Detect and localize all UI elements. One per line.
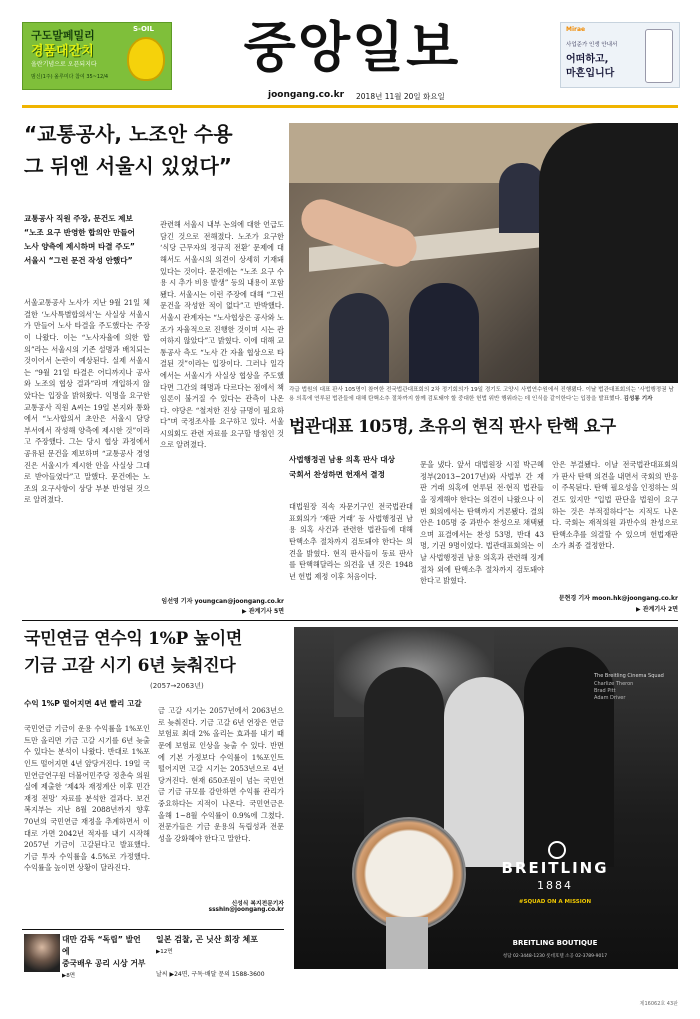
teaser1[interactable]: [62, 934, 148, 982]
ad-breitling-brand: BREITLING: [501, 859, 609, 877]
story2-deck: [289, 452, 417, 482]
photo-person: [329, 293, 389, 383]
story1-headline-line1: “교통공사, 노조안 수용: [24, 122, 233, 146]
arrow-right-icon: ▶: [636, 606, 641, 613]
story3-body-col2: 금 고갈 시기는 2057년에서 2063년으로 늦춰진다. 기금 고갈 6년 연장은 연금보험료 최대 2% 올리는 효과를 내기 때문에 보험료 인상을 늦출 수 있다. 반면에 기본 가정보다 수익률이 1%포인트 떨어지면 고갈 시기는 2053년으로 4년 당겨진다. 현재 650조원이 넘는 국민연금 기금 규모를 감안하면 수익률 관리가 중요하다는 지적이 나온다. 국민연금은 올해 1~8월 수익률이 0.9%에 그쳤다. 전문가들은 기금 운용의 독립성과 전문성을 강화해야 한다고 말한다.: [158, 706, 284, 843]
ad-breitling-boutique: BREITLING BOUTIQUE: [512, 939, 598, 947]
story2-body-col1: 대법원장 직속 자문기구인 전국법관대표회의가 ‘재판 거래’ 등 사법행정권 남용 의혹 사건과 관련한 법관들에 대해 탄핵소추 절차까지 검토돼야 한다는 의견을 밝혔다. 현직 판사들이 동료 판사를 탄핵해달라는 의견을 낸 것은 1948년 헌법 제정 이후 처음이다.: [289, 502, 413, 581]
ad-soil-line1: 구도말페밀리: [31, 29, 95, 42]
story2-related[interactable]: [552, 604, 678, 613]
ad-squad-name: Brad Pitt: [594, 688, 616, 694]
arrow-right-icon: ▶: [242, 608, 247, 615]
ad-breitling-hashtag: #SQUAD ON A MISSION: [518, 899, 592, 905]
watch-strap-icon: [386, 917, 428, 969]
photo1-caption: [289, 386, 678, 404]
story1-deck-line: 서울시 “그런 문건 작성 안했다”: [24, 256, 133, 265]
story3-years: (2057→2063년): [150, 682, 204, 690]
teaser2[interactable]: [156, 934, 286, 958]
breitling-logo-icon: [548, 841, 566, 859]
ad-breitling-boutique-info: 청담 02-3448-1230 롯데호텔 소공 02-3789-9017: [502, 954, 608, 959]
story2-deck-line: 국회서 찬성하면 헌재서 결정: [289, 470, 385, 479]
story1-headline[interactable]: [24, 118, 284, 182]
ad-person-center: [444, 677, 524, 867]
story3-headline-line2: 기금 고갈 시기 6년 늦춰진다: [24, 656, 236, 676]
photo1-caption-text: 각급 법원의 대표 판사 105명이 참여한 전국법관대표회의 2차 정기회의가 19일 경기도 고양시 사법연수원에서 진행됐다. 이날 법관대표회의는 ‘사법행정권 남용 의혹에 연루된 법관들에 대해 탄핵소추 절차까지 함께 검토돼야 할 중대한 헌법 위반 행위라는 데 인식을 같이한다’는 입장을 발표했다.: [289, 387, 674, 402]
teaser1-page: ▶8면: [62, 973, 76, 979]
ad-soil-brand: S-OIL: [133, 25, 154, 33]
story2-deck-line: 사법행정권 남용 의혹 판사 대상: [289, 455, 395, 464]
bottom-info: 날씨 ▶24면, 구독·배달 문의 1588-3600: [156, 971, 265, 978]
ad-breitling[interactable]: [294, 627, 678, 969]
ad-mirae[interactable]: [560, 22, 680, 88]
ad-mirae-line3: 마흔입니다: [566, 68, 615, 79]
mascot-icon: [127, 37, 165, 81]
watch-icon: [352, 817, 466, 931]
story2-related-label: 관계기사 2면: [642, 606, 678, 613]
arrow-right-icon: ▶: [62, 973, 67, 979]
masthead-rule: [22, 105, 678, 108]
photo-person-foreground: [539, 123, 678, 383]
story2-headline[interactable]: 법관대표 105명, 초유의 현직 판사 탄핵 요구: [289, 417, 616, 437]
ad-squad-name: Adam Driver: [594, 695, 626, 701]
story3-headline[interactable]: [24, 626, 286, 680]
teaser1-line1: 대만 감독 “독립” 발언에: [62, 935, 141, 956]
story2-body-col3: 안은 부결됐다. 이날 전국법관대표회의가 판사 탄핵 의견을 내면서 국회의 반응이 주목된다. 탄핵 필요성을 인정하는 의견도 있지만 “입법 판단을 법원이 요구하는 것은 부적절하다”는 지적도 나온다. 국회는 재적의원 과반수의 찬성으로 탄핵소추를 의결할 수 있으며 헌법재판소가 최종 결정한다.: [552, 460, 678, 551]
ad-squad-names: [594, 681, 633, 702]
teaser2-title: 일본 검찰, 곤 닛산 회장 체포: [156, 935, 258, 944]
ad-soil-sub: 올란기념으로 오픈되지다: [31, 61, 97, 68]
photo-judges-meeting[interactable]: [289, 123, 678, 383]
teaser1-photo[interactable]: [24, 934, 60, 972]
masthead-date: 2018년 11월 20일 화요일: [356, 92, 445, 101]
footer-issue: 제16062호 43판: [639, 1001, 678, 1007]
story3-body-col1: 국민연금 기금이 운용 수익률을 1%포인트만 올리면 기금 고갈 시기를 6년 늦출 수 있다는 분석이 나왔다. 반대로 1%포인트 떨어지면 4년 앞당겨진다. 19일 국민연금연구원 더불어민주당 정춘숙 의원실에 제출한 ‘제4차 재정계산 이후 민간 재정 전망’ 자료를 분석한 결과다. 보건복지부는 지난 8월 2088년까지 향후 70년의 국민연금 재정을 추계하면서 이대로 가면 2042년 적자를 내기 시작해 2057년 기금이 고갈된다고 발표했다. 기금 투자 수익률을 4.5%로 가정했다. 수익률을 높이면 상황이 달라진다.: [24, 724, 150, 873]
ad-soil-fine: 범신(1주) 올루미다 참여 35~12/4: [31, 74, 109, 80]
story1-body-col1: 서울교통공사 노사가 지난 9월 21일 체결한 ‘노사특별합의서’는 사실상 서울시가 만들어 노사 타결을 주도했다는 주장이 나왔다. 이는 “노사자율에 의한 합의”라는 서울시의 기존 설명과 배치되는 것이어서 논란이 예상된다. 실제 서울시는 “9월 21일 타결은 어디까지나 공사와 노조의 협상 결과”라며 개입하지 않았다는 입장을 밝혀왔다. 익명을 요구한 교통공사 직원 A씨는 19일 본지와 통화에서 “노사합의서 초안은 서울시 담당 부서에서 작성해 양측에 제시한 것”이라고 주장했다. 그는 당시 협상 과정에서 공유된 문건을 제보하며 “교통공사 경영진은 서울시가 제시한 안을 사실상 그대로 받아들였다”고 말했다. 문건에는 노조의 요구사항이 상당 부분 반영된 것으로 알려졌다.: [24, 298, 150, 505]
masthead-url[interactable]: joongang.co.kr: [268, 90, 345, 100]
ad-mirae-brand: Mirae: [566, 26, 586, 33]
story1-headline-line2: 그 뒤엔 서울시 있었다”: [24, 154, 232, 178]
story3-headline-line1: 국민연금 연수익 1%P 높이면: [24, 629, 242, 649]
ad-squad-name: Charlize Theron: [594, 681, 634, 687]
masthead-title[interactable]: 중앙일보: [243, 16, 461, 79]
ad-breitling-year: 1884: [537, 879, 573, 892]
story1-deck: [24, 212, 152, 268]
ad-mirae-line2: 어떠하고,: [566, 54, 609, 65]
story1-deck-line: “노조 요구 반영한 합의안 만들어: [24, 228, 135, 237]
phone-icon: [645, 29, 673, 83]
photo1-credit: 김성룡 기자: [623, 395, 653, 402]
story1-body-col2: 관련해 서울시 내부 논의에 대한 언급도 담긴 것으로 전해졌다. 노조가 요구한 ‘식당 근무자의 정규직 전환’ 문제에 대해서도 서울시의 의견이 상세히 기재돼 있다는 것이다. 문건에는 “노조 요구 수용 시 추가 비용 발생” 등의 내용이 포함됐다. 서울시는 이런 주장에 대해 “그런 문건을 작성한 적이 없다”고 반박했다. 서울시 관계자는 “노사협상은 공사와 노조가 자율적으로 진행한 것이며 시는 관여하지 않았다”고 밝혔다. 이에 대해 교통공사 측도 “노사 간 자율 협상으로 타결된 것”이라는 입장이다. 그러나 일각에서는 서울시가 사실상 협상을 주도했다면 그간의 해명과 다르다는 점에서 책임론이 불거질 수 있다는 관측이 나온다. 야당은 “철저한 진상 규명이 필요하다”며 국정조사를 요구하고 있다. 서울시의회도 관련 자료를 요구할 방침인 것으로 알려졌다.: [160, 220, 284, 450]
teaser2-page: ▶12면: [156, 949, 173, 955]
photo-person: [409, 283, 479, 383]
story2-byline: 문현경 기자 moon.hk@joongang.co.kr: [558, 595, 678, 602]
arrow-right-icon: ▶: [156, 949, 161, 955]
ad-soil[interactable]: [22, 22, 172, 90]
ad-squad-title: The Breitling Cinema Squad: [594, 673, 664, 679]
story1-byline: 임선영 기자 youngcan@joongang.co.kr: [161, 598, 284, 605]
story1-deck-line: 교통공사 직원 주장, 문건도 제보: [24, 214, 133, 223]
story1-related[interactable]: [160, 606, 284, 615]
story1-related-label: 관계기사 5면: [248, 608, 284, 615]
ad-mirae-line1: 사업준가 인생 안내서: [566, 42, 618, 48]
teaser1-line2: 중국배우 공리 시상 거부: [62, 959, 146, 968]
section-rule: [22, 620, 678, 621]
bottom-rule: [22, 929, 284, 930]
ad-person-right: [524, 647, 614, 867]
story3-deck: 수익 1%P 떨어지면 4년 빨리 고갈: [24, 699, 142, 708]
story3-byline: 신성식 복지전문기자 ssshin@joongang.co.kr: [208, 901, 284, 913]
story1-deck-line: 노사 양측에 제시하며 타결 주도”: [24, 242, 135, 251]
story2-body-col2: 문을 냈다. 앞서 대법원장 시절 박근혜 정부(2013~2017년)와 사법부 간 재판 거래 의혹에 연루된 전·현직 법관들을 징계해야 한다는 의견이 나왔으나 이번 회의에서는 탄핵까지 거론됐다. 결의안은 105명 중 과반수 찬성으로 채택됐으며 표결에서는 찬성 53명, 반대 43명, 기권 9명이었다. 법관대표회의는 이날 사법행정권 남용 의혹과 관련해 징계 절차 외에 탄핵소추 절차까지 검토돼야 한다고 밝혔다.: [420, 460, 544, 586]
ad-soil-line2: 경품대잔치: [31, 44, 94, 59]
